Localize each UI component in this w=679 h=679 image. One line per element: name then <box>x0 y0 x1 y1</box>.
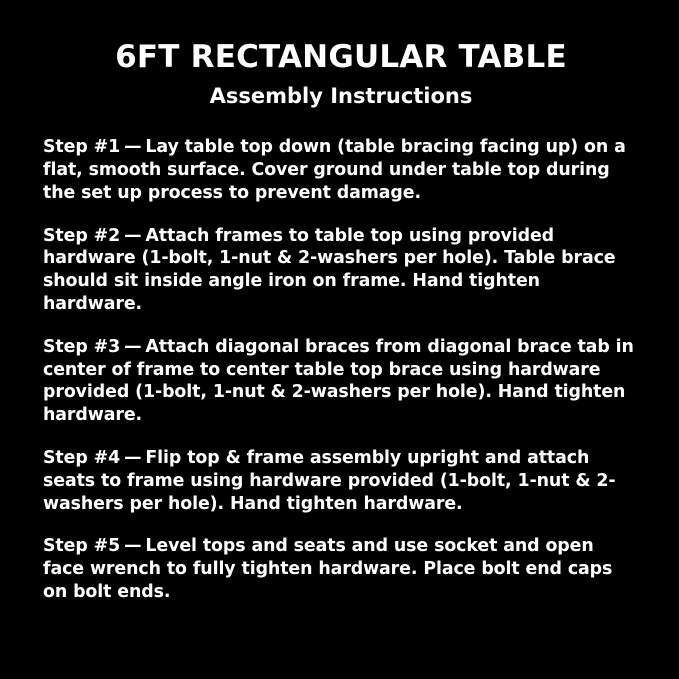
step-separator: — <box>124 336 142 357</box>
step-item <box>43 447 639 515</box>
step-label: Step #4 <box>43 447 121 468</box>
step-separator: — <box>124 137 142 158</box>
step-label: Step #5 <box>43 536 121 557</box>
step-text: Flip top & frame assembly upright and attach seats to frame using hardware provided (1-bolt, 1-nut & 2-washers per hole). Hand tighten hardware. <box>43 447 616 514</box>
step-text: Lay table top down (table bracing facing up) on a flat, smooth surface. Cover ground under table top during the set up process to prevent damage. <box>43 137 626 203</box>
steps-list <box>43 136 639 604</box>
step-separator: — <box>124 225 142 246</box>
step-label: Step #2 <box>43 225 121 246</box>
step-separator: — <box>124 447 142 468</box>
step-text: Attach diagonal braces from diagonal brace tab in center of frame to center table top brace using hardware provided (1-bolt, 1-nut & 2-washers per hole). Hand tighten hardware. <box>43 336 634 426</box>
step-separator: — <box>124 536 142 557</box>
step-text: Attach frames to table top using provided hardware (1-bolt, 1-nut & 2-washers per hole). Table brace should sit inside angle iron on frame. Hand tighten hardware. <box>43 225 616 314</box>
page-title: 6FT RECTANGULAR TABLE <box>115 39 567 75</box>
step-text: Level tops and seats and use socket and open face wrench to fully tighten hardware. Place bolt end caps on bolt ends. <box>43 536 613 602</box>
step-label: Step #1 <box>43 137 121 158</box>
step-item <box>43 225 639 316</box>
step-item <box>43 336 639 427</box>
step-label: Step #3 <box>43 336 121 357</box>
step-item <box>43 136 639 204</box>
page-subtitle: Assembly Instructions <box>209 84 473 109</box>
step-item <box>43 535 639 603</box>
